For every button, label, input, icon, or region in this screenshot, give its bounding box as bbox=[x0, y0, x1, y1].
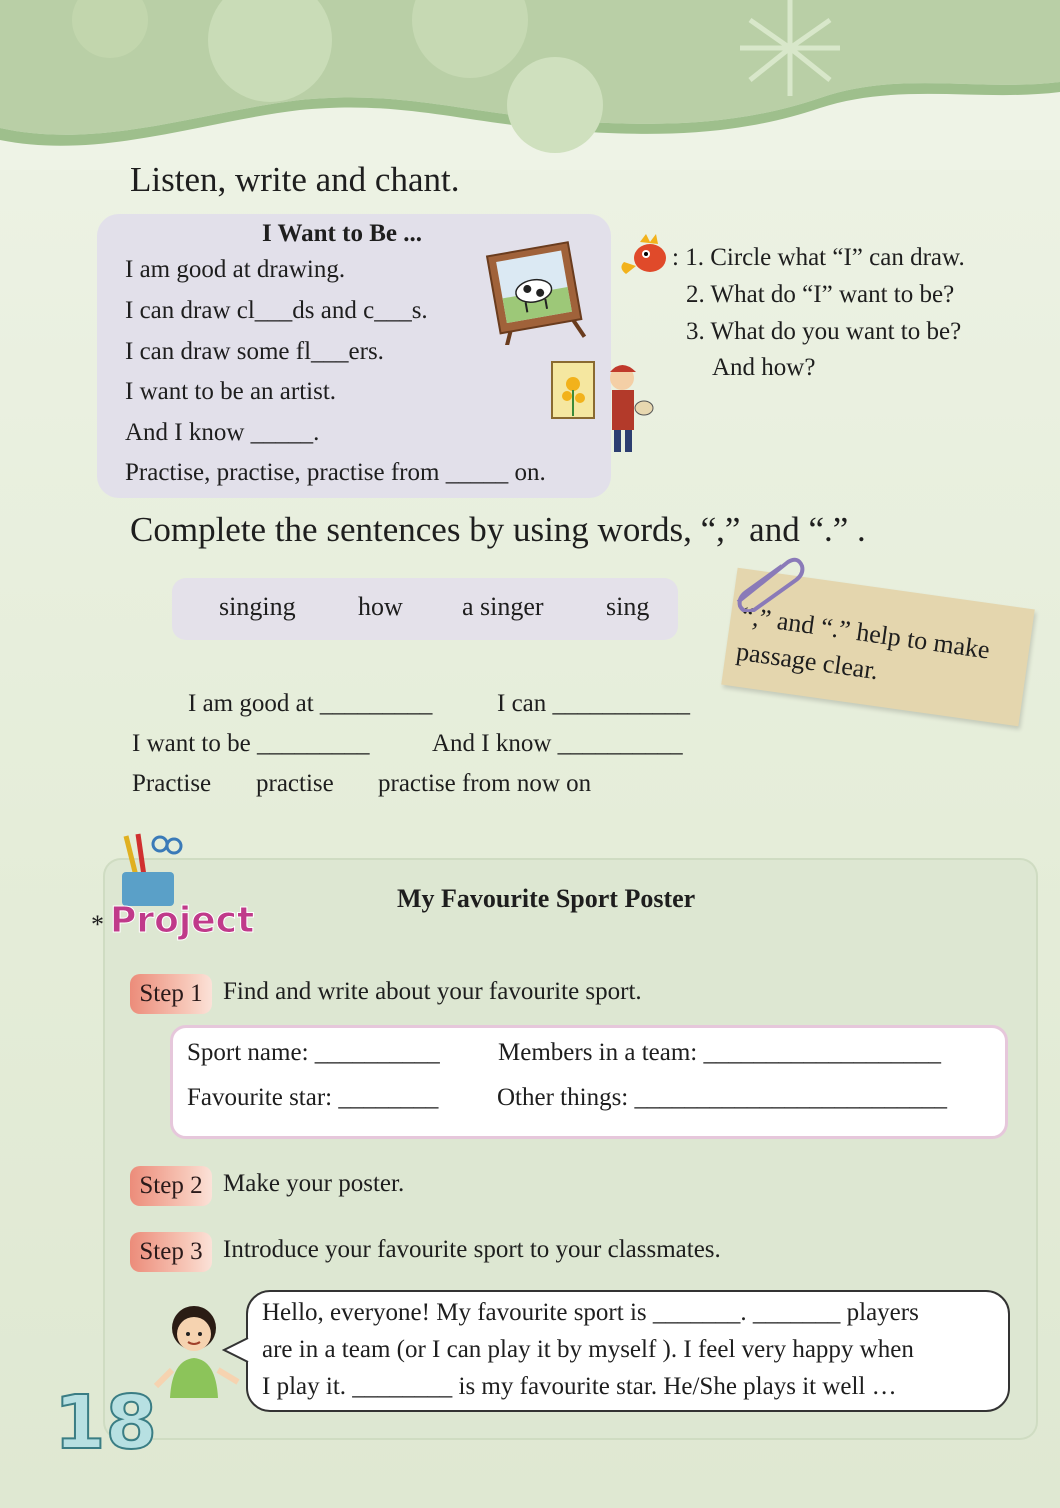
favourite-star-field[interactable]: Favourite star: ________ bbox=[187, 1084, 439, 1111]
boy-painter-icon bbox=[550, 358, 654, 458]
step-1-badge: Step 1 bbox=[130, 974, 212, 1014]
project-marker: * bbox=[91, 910, 104, 939]
other-things-field[interactable]: Other things: _________________________ bbox=[497, 1084, 947, 1111]
chant-line: And I know _____. bbox=[125, 419, 320, 446]
pencil-cup-icon bbox=[110, 830, 190, 910]
question-3-continued: And how? bbox=[712, 354, 816, 381]
paperclip-icon bbox=[718, 552, 808, 612]
chant-line: I can draw some fl___ers. bbox=[125, 338, 384, 365]
sentence-word: Practise bbox=[132, 770, 212, 797]
speech-line: are in a team (or I can play it by myself ). I feel very happy when bbox=[262, 1336, 914, 1363]
question-1: : 1. Circle what “I” can draw. bbox=[672, 244, 965, 271]
speech-line: Hello, everyone! My favourite sport is _______. _______ players bbox=[262, 1299, 919, 1326]
listen-heading: Listen, write and chant. bbox=[130, 160, 460, 199]
speech-line: I play it. ________ is my favourite star. He/She plays it well … bbox=[262, 1373, 897, 1400]
project-label: Project bbox=[110, 900, 255, 941]
chant-line: Practise, practise, practise from _____ on. bbox=[125, 459, 546, 486]
chant-line: I am good at drawing. bbox=[125, 256, 346, 283]
sentence-word: practise bbox=[256, 770, 334, 797]
question-2: 2. What do “I” want to be? bbox=[686, 281, 955, 308]
step-2-badge: Step 2 bbox=[130, 1166, 212, 1206]
chant-title: I Want to Be ... bbox=[262, 220, 422, 247]
page-number: 18 bbox=[54, 1380, 157, 1466]
sentence-word: practise from now on bbox=[378, 770, 592, 797]
tip-note-text: “,” and “.” help to make passage clear. bbox=[734, 600, 992, 686]
step-2-text: Make your poster. bbox=[223, 1170, 405, 1197]
chant-line: I can draw cl___ds and c___s. bbox=[125, 297, 428, 324]
speech-text bbox=[262, 1294, 1002, 1405]
word-bank-item: sing bbox=[606, 592, 650, 621]
sentence-blank: And I know __________ bbox=[432, 730, 683, 757]
decorative-banner bbox=[0, 0, 1060, 170]
dragon-mascot-icon bbox=[616, 232, 674, 282]
step-3-text: Introduce your favourite sport to your classmates. bbox=[223, 1236, 721, 1263]
speech-bubble-tail bbox=[222, 1336, 250, 1366]
question-3: 3. What do you want to be? bbox=[686, 318, 962, 345]
sport-name-field[interactable]: Sport name: __________ bbox=[187, 1039, 440, 1066]
easel-painting-icon bbox=[484, 240, 594, 345]
step-1-text: Find and write about your favourite sport. bbox=[223, 978, 642, 1005]
sentence-blank: I am good at _________ bbox=[188, 690, 433, 717]
word-bank-item: a singer bbox=[462, 592, 544, 621]
step-3-badge: Step 3 bbox=[130, 1232, 212, 1272]
word-bank-item: singing bbox=[219, 592, 296, 621]
project-title: My Favourite Sport Poster bbox=[397, 884, 696, 913]
sentence-blank: I can ___________ bbox=[497, 690, 691, 717]
complete-heading: Complete the sentences by using words, “,” and “.” . bbox=[130, 510, 866, 549]
members-field[interactable]: Members in a team: ___________________ bbox=[498, 1039, 941, 1066]
chant-line: I want to be an artist. bbox=[125, 378, 337, 405]
word-bank-item: how bbox=[358, 592, 403, 621]
sentence-blank: I want to be _________ bbox=[132, 730, 370, 757]
